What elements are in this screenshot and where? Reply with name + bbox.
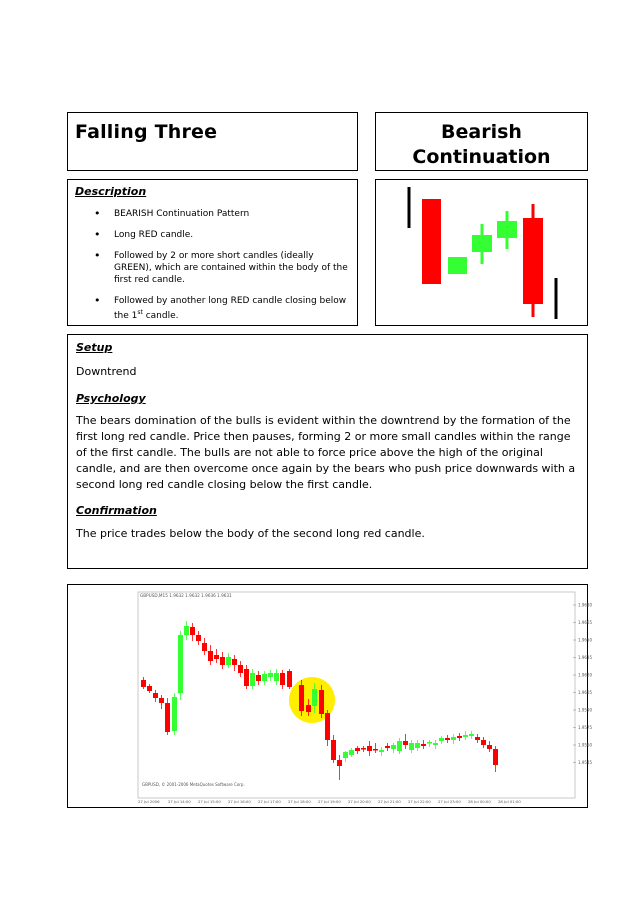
pattern-diagram-box [375, 179, 588, 326]
second-red-candle [523, 218, 543, 304]
psychology-heading: Psychology [76, 392, 146, 405]
time-axis [138, 799, 521, 804]
candle-body [445, 738, 450, 740]
price-label: 1.9605 [578, 690, 592, 695]
candle-body [280, 673, 285, 685]
candle-body [319, 690, 324, 714]
time-label: 27 Jul 22:00 [408, 799, 431, 804]
time-label: 27 Jul 2006 [138, 799, 160, 804]
candle-body [244, 669, 249, 686]
description-list [68, 208, 348, 331]
candle-body [427, 742, 432, 744]
small-green-candle-2 [472, 235, 492, 252]
time-label: 27 Jul 20:00 [348, 799, 371, 804]
time-label: 28 Jul 00:00 [468, 799, 491, 804]
price-label: 1.9650 [578, 637, 592, 643]
pattern-type-box [375, 112, 588, 171]
price-label: 1.9560 [578, 742, 592, 748]
pattern-title: Falling Three [75, 121, 218, 143]
candle-body [250, 673, 255, 686]
candle-body [262, 674, 267, 681]
candle-body [397, 741, 402, 751]
bullet-text-end: candle. [142, 311, 179, 321]
candle-body [226, 657, 231, 665]
long-red-candle [422, 199, 441, 284]
list-item [68, 295, 348, 322]
price-label: 1.9635 [578, 655, 592, 660]
candle-body [385, 746, 390, 748]
candle-body [256, 675, 261, 681]
candle-body [343, 752, 348, 758]
candle-body [433, 743, 438, 745]
chart-copyright: GBPUSD, © 2001-2006 MetaQuotes Software Corp. [142, 782, 245, 787]
candle-body [232, 659, 237, 665]
description-box [67, 179, 358, 326]
time-label: 27 Jul 17:00 [258, 799, 281, 804]
price-label: 1.9665 [578, 620, 592, 625]
bullet-text: BEARISH Continuation Pattern [114, 209, 250, 219]
candle-body [184, 626, 189, 635]
time-label: 27 Jul 14:00 [168, 799, 191, 804]
time-label: 27 Jul 19:00 [318, 799, 341, 804]
price-label: 1.9590 [578, 707, 592, 713]
candle-body [238, 665, 243, 673]
candle-body [367, 746, 372, 751]
candle-body [153, 693, 158, 698]
candle-body [361, 748, 366, 750]
candle-body [469, 734, 474, 736]
price-label: 1.9575 [578, 725, 592, 730]
candle-body [415, 743, 420, 748]
setup-box [67, 334, 588, 569]
small-green-candle-3 [497, 221, 517, 238]
candle-body [355, 748, 360, 751]
candle-body [274, 673, 279, 681]
candle-body [299, 685, 304, 711]
candle-body [403, 741, 408, 745]
candle-body [379, 750, 384, 752]
time-label: 27 Jul 15:00 [198, 799, 221, 804]
candle-body [481, 740, 486, 745]
candle-body [421, 744, 426, 746]
setup-text: Downtrend [76, 365, 137, 378]
candle-body [439, 738, 444, 741]
candle-body [208, 651, 213, 661]
time-label: 28 Jul 01:00 [498, 799, 521, 804]
list-item [68, 229, 348, 241]
psychology-text: The bears domination of the bulls is evident within the downtrend by the formation of the first long red candle. Price then pauses, forming 2 or more small candles within the range of the first candle. The bulls are not able to force price above the high of the original candle, and are then overcome once again by the bears who push price downwards with a second long red candle closing below the first candle. [76, 414, 576, 491]
price-axis [573, 603, 592, 766]
candle-body [159, 698, 164, 703]
small-green-candle-1 [448, 257, 467, 274]
time-label: 27 Jul 23:00 [438, 799, 461, 804]
candle-body [409, 743, 414, 750]
chart-frame [138, 592, 575, 798]
candle-body [196, 635, 201, 641]
candle-body [165, 703, 170, 732]
pattern-type-line-2: Continuation [412, 146, 551, 168]
list-item [68, 208, 348, 220]
candle-body [463, 735, 468, 737]
confirmation-heading: Confirmation [76, 504, 157, 517]
candle-body [325, 713, 330, 740]
candle-body [493, 749, 498, 765]
candle-body [214, 655, 219, 659]
description-heading: Description [75, 185, 147, 198]
candle-body [391, 745, 396, 749]
example-chart [68, 585, 592, 807]
pattern-diagram [376, 180, 587, 325]
candle-body [147, 686, 152, 691]
bullet-text: Followed by another long RED candle closing below the 1 [114, 296, 347, 321]
candle-body [220, 657, 225, 665]
candle-body [457, 736, 462, 738]
chart-header-text: GBPUSD,M15 1.9632 1.9632 1.9636 1.9631 [140, 593, 232, 598]
pattern-title-box [67, 112, 358, 171]
time-label: 27 Jul 16:00 [228, 799, 251, 804]
candle-body [141, 680, 146, 687]
example-chart-box [67, 584, 592, 808]
list-item [68, 250, 348, 286]
candle-body [349, 750, 354, 755]
setup-heading: Setup [76, 341, 113, 354]
pattern-type [376, 120, 587, 170]
bullet-superscript: st [137, 309, 143, 316]
time-label: 27 Jul 21:00 [378, 799, 401, 804]
candle-body [190, 627, 195, 635]
bullet-text: Followed by 2 or more short candles (ideally GREEN), which are contained within the body of the first red candle. [114, 251, 348, 285]
candle-body [306, 705, 311, 712]
candle-body [178, 635, 183, 693]
candle-body [331, 740, 336, 760]
confirmation-text: The price trades below the body of the second long red candle. [76, 527, 425, 540]
candle-body [287, 671, 292, 687]
price-label: 1.9680 [578, 602, 592, 608]
candle-body [451, 737, 456, 740]
pattern-type-line-1: Bearish [441, 121, 522, 143]
bullet-text: Long RED candle. [114, 230, 194, 240]
candle-body [268, 673, 273, 677]
candle-body [202, 643, 207, 651]
price-label: 1.9545 [578, 760, 592, 765]
candle-body [337, 760, 342, 766]
candle-body [487, 745, 492, 749]
time-label: 27 Jul 18:00 [288, 799, 311, 804]
candle-body [475, 737, 480, 740]
candle-body [373, 749, 378, 751]
price-label: 1.9620 [578, 672, 592, 678]
candle-body [172, 697, 177, 731]
candle-body [312, 689, 317, 706]
